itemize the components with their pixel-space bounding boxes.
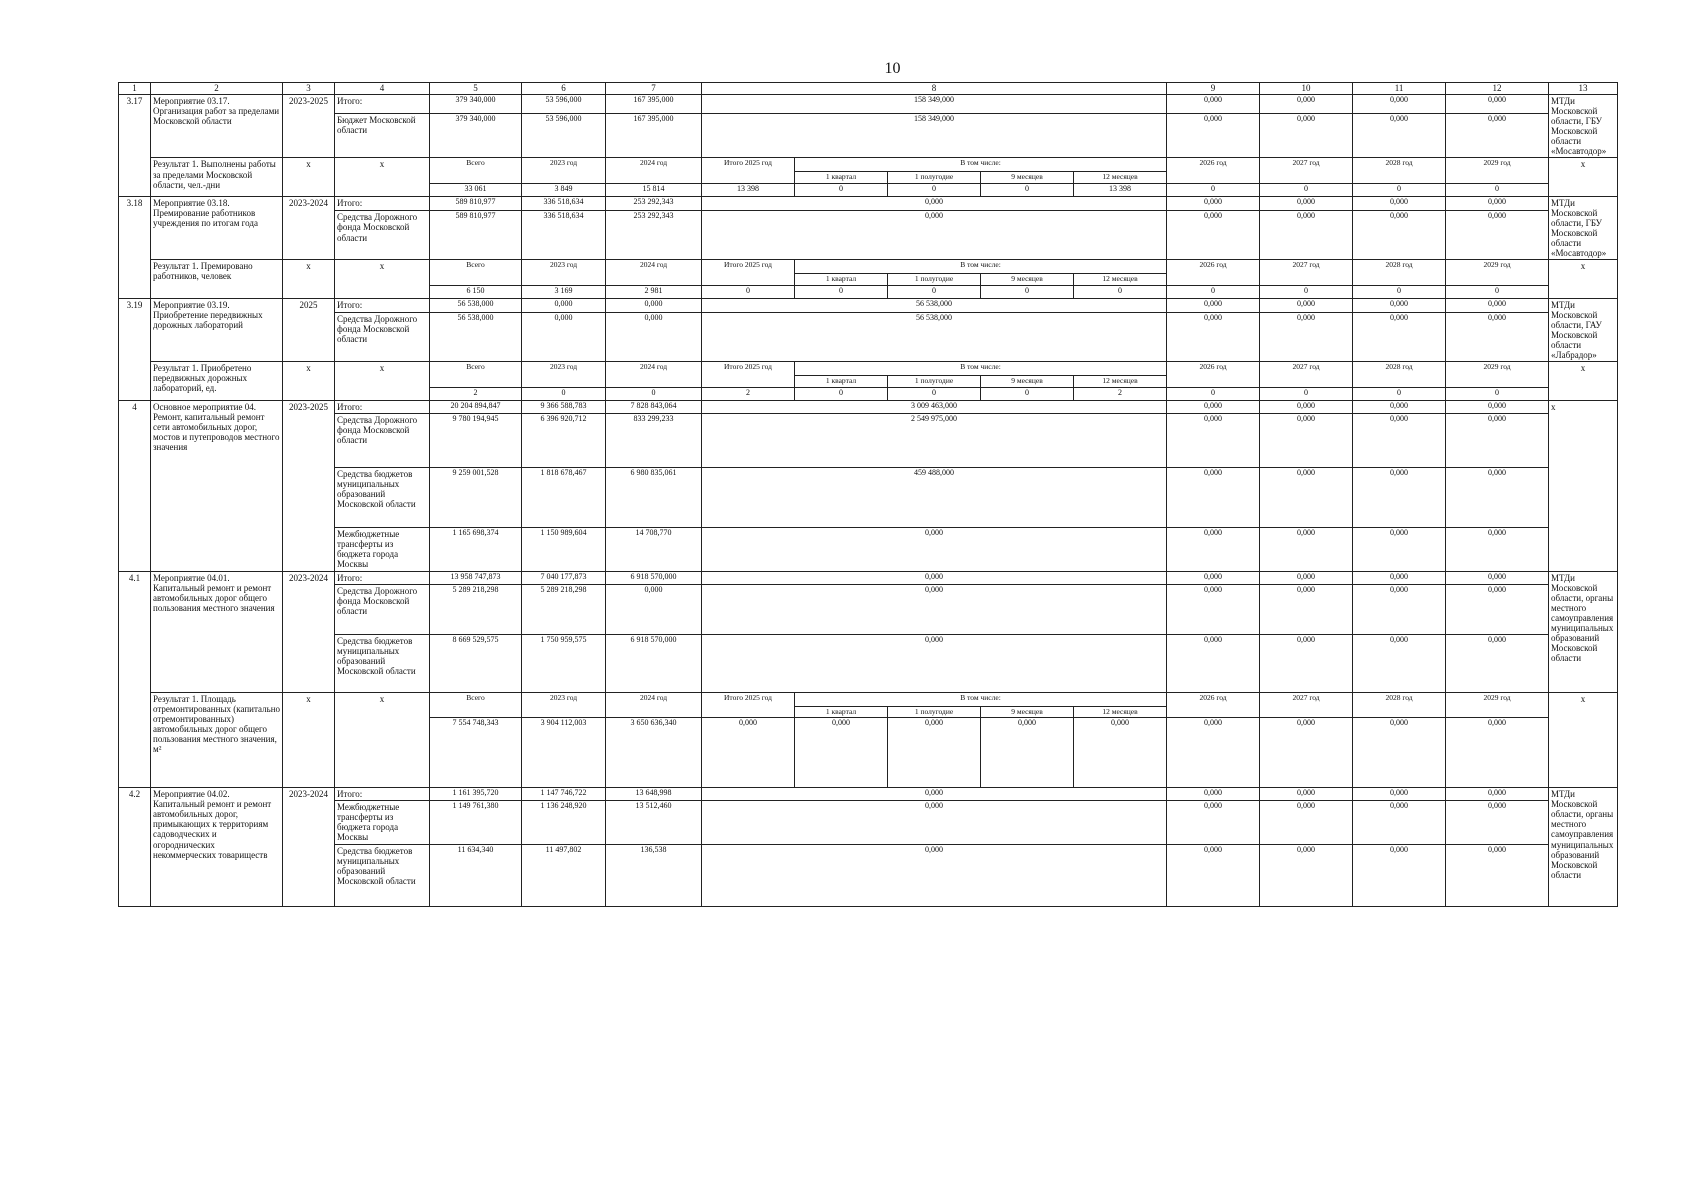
value-cell: 56 538,000: [430, 313, 522, 362]
source-label: Итого:: [335, 400, 430, 413]
source-label: Межбюджетные трансферты из бюджета города Москвы: [335, 527, 430, 571]
result-head: 2023 год: [522, 260, 606, 285]
result-value: 0: [702, 285, 795, 298]
value-cell: 0,000: [1167, 571, 1260, 584]
result-head: В том числе:: [795, 362, 1167, 376]
value-cell: 0,000: [1353, 527, 1446, 571]
value-cell: 13 958 747,873: [430, 571, 522, 584]
column-header: 13: [1549, 83, 1618, 95]
value-cell: 0,000: [1446, 788, 1549, 801]
value-cell: 6 918 570,000: [606, 571, 702, 584]
value-cell: 0,000: [1353, 211, 1446, 260]
result-value: 0: [888, 387, 981, 400]
value-cell: 0,000: [1167, 413, 1260, 467]
result-head: 1 квартал: [795, 376, 888, 387]
result-head: 2029 год: [1446, 692, 1549, 717]
result-x: x: [283, 260, 335, 298]
result-head: Итого 2025 год: [702, 158, 795, 183]
value-cell: 0,000: [1353, 114, 1446, 158]
result-head: 9 месяцев: [981, 376, 1074, 387]
executor: МТДи Московской области, ГАУ Московской области «Лабрадор»: [1549, 298, 1618, 361]
value-cell: 0,000: [702, 584, 1167, 634]
source-label: Итого:: [335, 196, 430, 211]
years: 2023-2024: [283, 571, 335, 692]
result-value: 0: [795, 183, 888, 196]
result-head: 2028 год: [1353, 260, 1446, 285]
value-cell: 167 395,000: [606, 95, 702, 114]
years: 2025: [283, 298, 335, 361]
value-cell: 1 149 761,380: [430, 801, 522, 844]
value-cell: 0,000: [702, 634, 1167, 692]
result-value: 0,000: [981, 718, 1074, 788]
row-number: 3.18: [119, 196, 151, 298]
source-label: Средства бюджетов муниципальных образований Московской области: [335, 467, 430, 527]
value-cell: 167 395,000: [606, 114, 702, 158]
result-value: 15 814: [606, 183, 702, 196]
result-value: 0,000: [1446, 718, 1549, 788]
result-head: 2027 год: [1260, 692, 1353, 717]
value-cell: 1 161 395,720: [430, 788, 522, 801]
value-cell: 0,000: [702, 527, 1167, 571]
value-cell: 0,000: [1167, 95, 1260, 114]
column-header: 9: [1167, 83, 1260, 95]
result-value: 3 904 112,003: [522, 718, 606, 788]
result-head: 12 месяцев: [1074, 172, 1167, 183]
value-cell: 0,000: [1446, 400, 1549, 413]
result-value: 0: [1074, 285, 1167, 298]
value-cell: 0,000: [1446, 211, 1549, 260]
value-cell: 0,000: [1167, 400, 1260, 413]
result-head: 2024 год: [606, 260, 702, 285]
value-cell: 0,000: [606, 298, 702, 313]
row-number: 3.17: [119, 95, 151, 197]
value-cell: 0,000: [1167, 527, 1260, 571]
result-head: 1 полугодие: [888, 172, 981, 183]
executor: x: [1549, 400, 1618, 571]
value-cell: 56 538,000: [430, 298, 522, 313]
result-value: 0,000: [795, 718, 888, 788]
column-header: 4: [335, 83, 430, 95]
value-cell: 0,000: [1260, 467, 1353, 527]
value-cell: 0,000: [1260, 788, 1353, 801]
value-cell: 589 810,977: [430, 196, 522, 211]
value-cell: 9 366 588,783: [522, 400, 606, 413]
value-cell: 0,000: [1260, 844, 1353, 906]
result-head: Итого 2025 год: [702, 260, 795, 285]
result-value: 13 398: [1074, 183, 1167, 196]
value-cell: 1 150 989,604: [522, 527, 606, 571]
result-x: x: [335, 692, 430, 787]
source-label: Итого:: [335, 298, 430, 313]
result-x: x: [335, 158, 430, 196]
result-value: 0,000: [1167, 718, 1260, 788]
result-value: 0: [1446, 285, 1549, 298]
result-x: x: [1549, 260, 1618, 298]
measure-name: Мероприятие 03.18. Премирование работников учреждения по итогам года: [151, 196, 283, 259]
source-label: Итого:: [335, 95, 430, 114]
result-value: 2: [1074, 387, 1167, 400]
result-value: 13 398: [702, 183, 795, 196]
result-value: 0: [1167, 387, 1260, 400]
result-head: Итого 2025 год: [702, 362, 795, 387]
source-label: Средства Дорожного фонда Московской области: [335, 413, 430, 467]
result-value: 0,000: [888, 718, 981, 788]
result-head: В том числе:: [795, 260, 1167, 274]
value-cell: 0,000: [1260, 298, 1353, 313]
result-x: x: [283, 692, 335, 787]
result-value: 0: [1260, 387, 1353, 400]
result-head: 2024 год: [606, 362, 702, 387]
result-head: 2023 год: [522, 362, 606, 387]
value-cell: 0,000: [1260, 114, 1353, 158]
value-cell: 0,000: [1260, 571, 1353, 584]
years: 2023-2025: [283, 95, 335, 158]
result-value: 0,000: [1353, 718, 1446, 788]
value-cell: 7 828 843,064: [606, 400, 702, 413]
value-cell: 459 488,000: [702, 467, 1167, 527]
source-label: Средства Дорожного фонда Московской области: [335, 584, 430, 634]
executor: МТДи Московской области, ГБУ Московской области «Мосавтодор»: [1549, 95, 1618, 158]
value-cell: 379 340,000: [430, 95, 522, 114]
result-value: 0: [981, 387, 1074, 400]
result-head: 2023 год: [522, 158, 606, 183]
source-label: Средства Дорожного фонда Московской области: [335, 313, 430, 362]
value-cell: 136,538: [606, 844, 702, 906]
value-cell: 56 538,000: [702, 313, 1167, 362]
years: 2023-2024: [283, 788, 335, 906]
value-cell: 0,000: [1167, 801, 1260, 844]
value-cell: 0,000: [1167, 114, 1260, 158]
value-cell: 0,000: [1353, 400, 1446, 413]
result-value: 0: [1446, 387, 1549, 400]
value-cell: 5 289 218,298: [522, 584, 606, 634]
result-value: 2 981: [606, 285, 702, 298]
value-cell: 0,000: [1260, 211, 1353, 260]
column-header: 2: [151, 83, 283, 95]
measure-name: Мероприятие 04.01. Капитальный ремонт и ремонт автомобильных дорог общего пользования местного значения: [151, 571, 283, 692]
value-cell: 1 750 959,575: [522, 634, 606, 692]
value-cell: 6 396 920,712: [522, 413, 606, 467]
program-table: [118, 82, 1618, 907]
result-head: 12 месяцев: [1074, 706, 1167, 717]
result-head: Всего: [430, 158, 522, 183]
value-cell: 0,000: [1446, 196, 1549, 211]
result-x: x: [1549, 692, 1618, 787]
result-value: 0: [795, 387, 888, 400]
value-cell: 589 810,977: [430, 211, 522, 260]
result-head: 2028 год: [1353, 692, 1446, 717]
result-value: 0: [981, 183, 1074, 196]
result-value: 3 650 636,340: [606, 718, 702, 788]
result-head: 1 квартал: [795, 274, 888, 285]
row-number: 4: [119, 400, 151, 571]
result-value: 6 150: [430, 285, 522, 298]
value-cell: 0,000: [1260, 801, 1353, 844]
value-cell: 0,000: [1353, 95, 1446, 114]
result-head: 1 полугодие: [888, 706, 981, 717]
result-head: В том числе:: [795, 158, 1167, 172]
value-cell: 1 818 678,467: [522, 467, 606, 527]
result-name: Результат 1. Площадь отремонтированных (капитально отремонтированных) автомобильных дорог общего пользования местного значения, м²: [151, 692, 283, 787]
value-cell: 53 596,000: [522, 95, 606, 114]
result-head: 1 квартал: [795, 706, 888, 717]
value-cell: 2 549 975,000: [702, 413, 1167, 467]
value-cell: 0,000: [1353, 196, 1446, 211]
value-cell: 0,000: [1260, 527, 1353, 571]
measure-name: Мероприятие 03.19. Приобретение передвижных дорожных лабораторий: [151, 298, 283, 361]
result-value: 3 169: [522, 285, 606, 298]
value-cell: 56 538,000: [702, 298, 1167, 313]
value-cell: 0,000: [1260, 313, 1353, 362]
result-head: 12 месяцев: [1074, 274, 1167, 285]
value-cell: 0,000: [1260, 196, 1353, 211]
value-cell: 0,000: [1446, 313, 1549, 362]
source-label: Бюджет Московской области: [335, 114, 430, 158]
result-value: 2: [430, 387, 522, 400]
value-cell: 20 204 894,847: [430, 400, 522, 413]
result-value: 0: [1353, 387, 1446, 400]
column-header: 7: [606, 83, 702, 95]
value-cell: 11 497,802: [522, 844, 606, 906]
value-cell: 0,000: [1353, 584, 1446, 634]
value-cell: 379 340,000: [430, 114, 522, 158]
value-cell: 0,000: [702, 211, 1167, 260]
result-x: x: [1549, 158, 1618, 196]
result-head: 2026 год: [1167, 692, 1260, 717]
value-cell: 11 634,340: [430, 844, 522, 906]
value-cell: 0,000: [1167, 313, 1260, 362]
value-cell: 0,000: [1446, 801, 1549, 844]
value-cell: 1 136 248,920: [522, 801, 606, 844]
value-cell: 0,000: [1167, 467, 1260, 527]
result-head: 9 месяцев: [981, 706, 1074, 717]
value-cell: 0,000: [1446, 527, 1549, 571]
value-cell: 0,000: [1260, 634, 1353, 692]
result-head: 2028 год: [1353, 362, 1446, 387]
value-cell: 0,000: [702, 788, 1167, 801]
source-label: Итого:: [335, 788, 430, 801]
result-value: 0: [1167, 285, 1260, 298]
result-x: x: [1549, 362, 1618, 400]
value-cell: 13 648,998: [606, 788, 702, 801]
value-cell: 6 918 570,000: [606, 634, 702, 692]
value-cell: 336 518,634: [522, 211, 606, 260]
result-head: Всего: [430, 362, 522, 387]
value-cell: 0,000: [1353, 313, 1446, 362]
column-header: 3: [283, 83, 335, 95]
result-value: 0: [1446, 183, 1549, 196]
executor: МТДи Московской области, органы местного самоуправления муниципальных образований Московской области: [1549, 571, 1618, 692]
result-head: 2026 год: [1167, 158, 1260, 183]
row-number: 4.2: [119, 788, 151, 906]
result-value: 3 849: [522, 183, 606, 196]
value-cell: 0,000: [1446, 95, 1549, 114]
result-x: x: [283, 362, 335, 400]
result-x: x: [283, 158, 335, 196]
result-head: 2027 год: [1260, 158, 1353, 183]
result-value: 7 554 748,343: [430, 718, 522, 788]
value-cell: 0,000: [1260, 400, 1353, 413]
value-cell: 1 147 746,722: [522, 788, 606, 801]
result-head: 1 полугодие: [888, 274, 981, 285]
result-x: x: [335, 362, 430, 400]
value-cell: 8 669 529,575: [430, 634, 522, 692]
value-cell: 0,000: [1167, 584, 1260, 634]
value-cell: 0,000: [1446, 298, 1549, 313]
result-head: 2027 год: [1260, 260, 1353, 285]
column-header: 5: [430, 83, 522, 95]
value-cell: 0,000: [1167, 196, 1260, 211]
column-header: 11: [1353, 83, 1446, 95]
executor: МТДи Московской области, ГБУ Московской области «Мосавтодор»: [1549, 196, 1618, 259]
source-label: Средства бюджетов муниципальных образований Московской области: [335, 844, 430, 906]
result-head: В том числе:: [795, 692, 1167, 706]
value-cell: 0,000: [1260, 413, 1353, 467]
measure-name: Мероприятие 04.02. Капитальный ремонт и ремонт автомобильных дорог, примыкающих к территориям садоводческих и огороднических некоммерческих товариществ: [151, 788, 283, 906]
source-label: Итого:: [335, 571, 430, 584]
result-head: 2024 год: [606, 158, 702, 183]
result-value: 33 061: [430, 183, 522, 196]
result-value: 0: [606, 387, 702, 400]
result-head: Всего: [430, 692, 522, 717]
value-cell: 0,000: [1353, 844, 1446, 906]
result-head: 9 месяцев: [981, 172, 1074, 183]
years: 2023-2025: [283, 400, 335, 571]
value-cell: 833 299,233: [606, 413, 702, 467]
value-cell: 0,000: [1167, 844, 1260, 906]
result-head: 2026 год: [1167, 362, 1260, 387]
column-header: 12: [1446, 83, 1549, 95]
result-value: 0: [1353, 285, 1446, 298]
result-head: 2029 год: [1446, 158, 1549, 183]
value-cell: 0,000: [702, 571, 1167, 584]
executor: МТДи Московской области, органы местного самоуправления муниципальных образований Московской области: [1549, 788, 1618, 906]
value-cell: 0,000: [1353, 413, 1446, 467]
result-value: 0: [981, 285, 1074, 298]
result-head: 2026 год: [1167, 260, 1260, 285]
value-cell: 158 349,000: [702, 95, 1167, 114]
result-head: Итого 2025 год: [702, 692, 795, 717]
source-label: Средства Дорожного фонда Московской области: [335, 211, 430, 260]
value-cell: 9 780 194,945: [430, 413, 522, 467]
result-value: 0: [1353, 183, 1446, 196]
measure-name: Мероприятие 03.17. Организация работ за пределами Московской области: [151, 95, 283, 158]
result-value: 0: [888, 285, 981, 298]
value-cell: 9 259 001,528: [430, 467, 522, 527]
years: 2023-2024: [283, 196, 335, 259]
result-name: Результат 1. Премировано работников, человек: [151, 260, 283, 298]
result-head: Всего: [430, 260, 522, 285]
result-head: 2023 год: [522, 692, 606, 717]
result-head: 2029 год: [1446, 362, 1549, 387]
column-header: 6: [522, 83, 606, 95]
value-cell: 14 708,770: [606, 527, 702, 571]
result-value: 0: [522, 387, 606, 400]
value-cell: 53 596,000: [522, 114, 606, 158]
value-cell: 336 518,634: [522, 196, 606, 211]
value-cell: 0,000: [1446, 634, 1549, 692]
result-value: 0,000: [702, 718, 795, 788]
page-number: 10: [884, 60, 901, 77]
value-cell: 0,000: [1446, 114, 1549, 158]
result-x: x: [335, 260, 430, 298]
value-cell: 0,000: [1167, 211, 1260, 260]
value-cell: 0,000: [1260, 584, 1353, 634]
value-cell: 0,000: [1167, 788, 1260, 801]
value-cell: 3 009 463,000: [702, 400, 1167, 413]
value-cell: 0,000: [1446, 844, 1549, 906]
result-value: 0: [1260, 183, 1353, 196]
value-cell: 0,000: [702, 196, 1167, 211]
value-cell: 0,000: [522, 298, 606, 313]
result-head: 9 месяцев: [981, 274, 1074, 285]
result-value: 0: [1167, 183, 1260, 196]
result-head: 2028 год: [1353, 158, 1446, 183]
value-cell: 13 512,460: [606, 801, 702, 844]
value-cell: 7 040 177,873: [522, 571, 606, 584]
value-cell: 0,000: [702, 801, 1167, 844]
value-cell: 0,000: [606, 584, 702, 634]
result-value: 0: [795, 285, 888, 298]
result-value: 0,000: [1260, 718, 1353, 788]
value-cell: 0,000: [606, 313, 702, 362]
result-head: 2027 год: [1260, 362, 1353, 387]
result-head: 1 квартал: [795, 172, 888, 183]
value-cell: 0,000: [1167, 298, 1260, 313]
value-cell: 0,000: [1353, 788, 1446, 801]
result-name: Результат 1. Выполнены работы за пределами Московской области, чел.-дни: [151, 158, 283, 196]
value-cell: 5 289 218,298: [430, 584, 522, 634]
result-head: 12 месяцев: [1074, 376, 1167, 387]
value-cell: 0,000: [702, 844, 1167, 906]
value-cell: 1 165 698,374: [430, 527, 522, 571]
value-cell: 253 292,343: [606, 196, 702, 211]
value-cell: 0,000: [1353, 467, 1446, 527]
value-cell: 6 980 835,061: [606, 467, 702, 527]
value-cell: 0,000: [1446, 467, 1549, 527]
result-value: 2: [702, 387, 795, 400]
value-cell: 158 349,000: [702, 114, 1167, 158]
row-number: 4.1: [119, 571, 151, 787]
value-cell: 0,000: [1353, 634, 1446, 692]
column-header: 10: [1260, 83, 1353, 95]
result-head: 2024 год: [606, 692, 702, 717]
result-head: 1 полугодие: [888, 376, 981, 387]
value-cell: 0,000: [1446, 413, 1549, 467]
value-cell: 0,000: [1446, 571, 1549, 584]
result-value: 0: [888, 183, 981, 196]
row-number: 3.19: [119, 298, 151, 400]
source-label: Средства бюджетов муниципальных образований Московской области: [335, 634, 430, 692]
value-cell: 0,000: [1446, 584, 1549, 634]
value-cell: 0,000: [1353, 298, 1446, 313]
result-name: Результат 1. Приобретено передвижных дорожных лабораторий, ед.: [151, 362, 283, 400]
value-cell: 0,000: [1167, 634, 1260, 692]
column-header: 8: [702, 83, 1167, 95]
value-cell: 0,000: [1353, 571, 1446, 584]
result-value: 0,000: [1074, 718, 1167, 788]
value-cell: 0,000: [1260, 95, 1353, 114]
source-label: Межбюджетные трансферты из бюджета города Москвы: [335, 801, 430, 844]
value-cell: 0,000: [1353, 801, 1446, 844]
measure-name: Основное мероприятие 04. Ремонт, капитальный ремонт сети автомобильных дорог, мостов и путепроводов местного значения: [151, 400, 283, 571]
value-cell: 0,000: [522, 313, 606, 362]
column-header: 1: [119, 83, 151, 95]
result-value: 0: [1260, 285, 1353, 298]
value-cell: 253 292,343: [606, 211, 702, 260]
result-head: 2029 год: [1446, 260, 1549, 285]
